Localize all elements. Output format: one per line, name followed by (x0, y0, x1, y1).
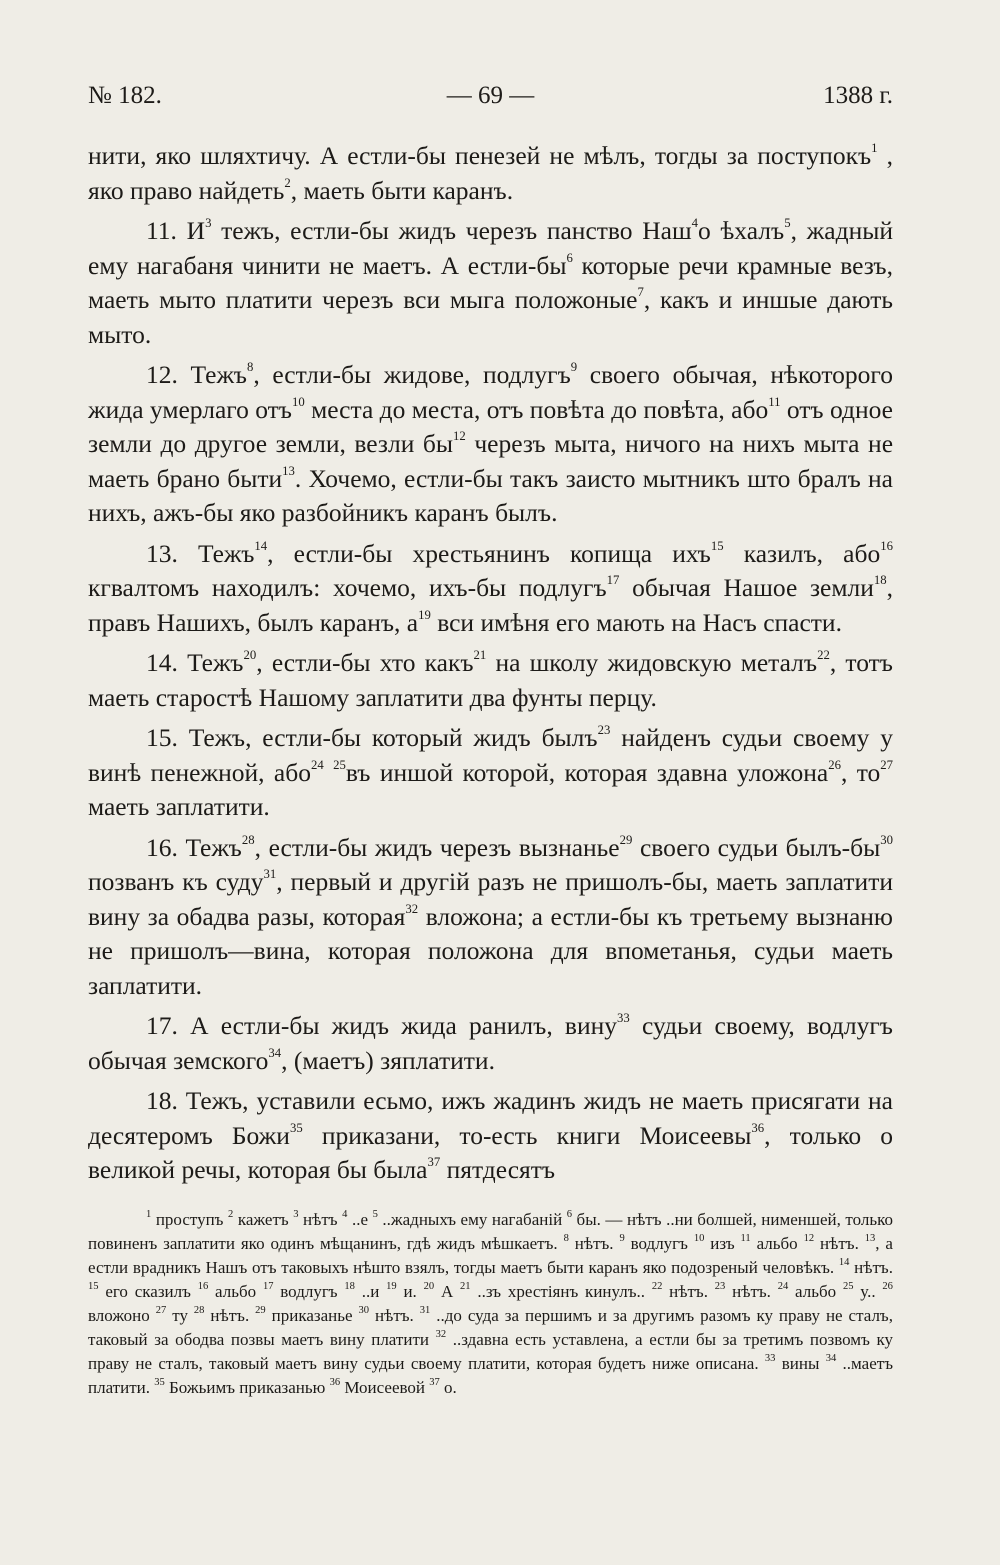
text-run: приказанье (265, 1306, 359, 1325)
footnote-marker: 8 (563, 1233, 569, 1245)
text-run: о. (439, 1378, 457, 1397)
footnote-marker: 26 (882, 1281, 893, 1293)
text-run: , а естли врадникъ Нашъ отъ таковыхъ нѣшто взялъ, тогды маетъ быти каранъ яко подозреный человѣкъ. (88, 1234, 893, 1277)
text-run: 11. И (146, 216, 206, 245)
footnote-marker: 29 (619, 832, 633, 847)
article-paragraph (88, 721, 893, 825)
text-run: о ѣхалъ (698, 216, 785, 245)
text-run: позванъ къ суду (88, 867, 264, 896)
text-run: своего обычая, нѣкоторого жида умерлаго отъ (88, 360, 893, 424)
footnote-marker: 4 (691, 215, 698, 230)
footnote-marker: 31 (419, 1305, 431, 1317)
text-run: , первый и другiй разъ не пришолъ-бы, маеть заплатити вину за обадва разы, которая (88, 867, 893, 931)
footnote-marker: 13 (864, 1233, 876, 1245)
footnote-marker: 15 (710, 538, 724, 553)
text-run: кгвалтомъ находилъ: хочемо, ихъ-бы подлугъ (88, 573, 607, 602)
text-run: нити, яко шляхтичу. А естли-бы пенезей не мѣлъ, тогды за поступокъ (88, 141, 872, 170)
text-run: нѣтъ. (568, 1234, 620, 1253)
text-run: обычая Нашое земли (619, 573, 874, 602)
text-run: , тотъ маеть старостѣ Нашому заплатити два фунты перцу. (88, 648, 893, 712)
footnote-marker: 37 (427, 1154, 441, 1169)
text-run: и. (396, 1282, 424, 1301)
footnote-marker: 6 (566, 1209, 572, 1221)
footnote-marker: 1 (146, 1209, 152, 1221)
footnote-marker: 5 (784, 215, 791, 230)
footnote-marker: 18 (873, 572, 887, 587)
text-run: своего судьи былъ-бы (632, 832, 881, 862)
document-year: 1388 г. (823, 82, 893, 109)
footnote-marker: 34 (268, 1045, 282, 1060)
footnote-marker: 11 (768, 394, 781, 409)
footnote-marker: 6 (566, 250, 573, 265)
text-run: вложоно (88, 1306, 156, 1325)
text-run: тежъ, естли-бы жидъ черезъ панство Наш (211, 216, 692, 245)
footnote-marker: 28 (241, 832, 255, 847)
footnote-marker: 31 (263, 866, 277, 881)
footnote-marker: 15 (88, 1281, 99, 1293)
text-run: у.. (853, 1282, 883, 1301)
text-run: ..и (354, 1282, 387, 1301)
text-run: вложона; а естли-бы къ третьему вызнаню не пришолъ—вина, которая положона для впометанья, судьи маеть заплатити. (88, 901, 893, 1000)
footnote-marker: 17 (606, 572, 620, 587)
article-paragraph (88, 537, 893, 641)
footnotes (88, 1208, 893, 1400)
footnote-marker: 9 (570, 359, 578, 374)
footnote-marker: 1 (871, 140, 878, 155)
footnote-marker: 35 (289, 1120, 303, 1135)
footnote-marker: 27 (155, 1305, 167, 1317)
footnote-marker: 22 (651, 1281, 663, 1293)
footnote-marker: 12 (803, 1233, 815, 1245)
footnote-marker: 11 (740, 1233, 751, 1245)
continued-paragraph (88, 139, 893, 208)
text-run: бы. — нѣтъ ..ни болшей, нименшей, только повиненъ заплатити яко одинъ мѣщанинъ, гдѣ жидъ мѣшкаетъ. (88, 1210, 893, 1253)
text-run: водлугъ (624, 1234, 694, 1253)
text-run: , какъ и иншые дають мыто. (88, 285, 894, 349)
page-number: — 69 — (446, 82, 535, 109)
text-run: 17. А естли-бы жидъ жида ранилъ, вину (146, 1011, 617, 1040)
text-run: 12. Тежъ (146, 360, 247, 389)
text-run: отъ одное земли до другое земли, везли бы (88, 394, 893, 458)
footnote-marker: 4 (342, 1209, 348, 1221)
footnote-marker: 23 (714, 1281, 726, 1293)
footnote-marker: 3 (293, 1209, 299, 1221)
text-run: ..жадныхъ ему нагабанiй (377, 1210, 567, 1229)
text-run: ..до суда за першимъ и за другимъ разомъ ку праву не сталъ, таковый за ободва позвы маетъ вину платити (88, 1306, 893, 1349)
footnote-marker: 21 (460, 1281, 471, 1293)
document-number: № 182. (88, 82, 162, 109)
footnote-marker: 21 (473, 647, 487, 662)
text-run: вины (775, 1354, 826, 1373)
text-run: , маеть быти каранъ. (290, 175, 514, 205)
text-run: найденъ судьи своему у винѣ пенежной, або (88, 723, 894, 787)
footnote-marker: 12 (453, 428, 466, 443)
footnote-marker: 30 (880, 832, 893, 847)
footnote-marker: 25 (333, 757, 346, 772)
footnote-marker: 36 (751, 1120, 765, 1135)
text-run: ту (166, 1306, 194, 1325)
text-run: проступъ (151, 1210, 229, 1229)
text-run: альбо (788, 1282, 843, 1301)
footnote-marker: 14 (254, 538, 268, 553)
text-run: нѣтъ. (204, 1306, 256, 1325)
footnote-marker: 16 (880, 538, 893, 553)
footnote-marker: 20 (243, 647, 257, 662)
footnote-marker: 10 (693, 1233, 705, 1245)
text-run: 13. Тежъ (146, 538, 255, 568)
footnote-marker: 18 (344, 1281, 355, 1293)
text-run: на школу жидовскую металъ (486, 648, 818, 677)
article-paragraph (88, 1009, 893, 1078)
footnote-marker: 27 (880, 757, 894, 772)
text-run: А (434, 1282, 461, 1301)
text-run: нѣтъ. (725, 1282, 778, 1301)
text-run: места до места, отъ повѣта до повѣта, або (304, 394, 769, 424)
text-run: 18. Тежъ, уставили есьмо, ижъ жадинъ жидъ не маеть присягати на десятеромъ Божи (88, 1086, 893, 1150)
article-paragraph (88, 646, 893, 715)
text-run: изъ (704, 1234, 741, 1253)
text-run: , естли-бы хрестьянинъ копища ихъ (267, 538, 711, 568)
footnote-marker: 32 (405, 901, 419, 916)
text-run: , яко право найдеть (88, 141, 893, 205)
text-run: кажетъ (233, 1210, 294, 1229)
text-run: маеть заплатити. (88, 792, 270, 821)
footnote-marker: 9 (619, 1233, 625, 1245)
text-run: . Хочемо, естли-бы такъ заисто мытникъ што бралъ на нихъ, ажъ-бы яко разбойникъ каранъ былъ. (88, 463, 893, 527)
footnote-marker: 20 (423, 1281, 435, 1293)
text-run: , правъ Нашихъ, былъ каранъ, а (88, 573, 893, 637)
footnote-marker: 22 (817, 647, 830, 662)
footnote-marker: 30 (358, 1305, 370, 1317)
main-text (88, 139, 893, 1194)
text-run: нѣтъ (298, 1210, 343, 1229)
text-run: , (маетъ) зяплатити. (281, 1045, 495, 1075)
article-paragraph (88, 831, 893, 1004)
footnote-marker: 34 (825, 1353, 837, 1365)
text-run: въ иншой которой, которая здавна уложона (345, 757, 829, 787)
footnote-marker: 10 (291, 394, 305, 409)
footnote-marker: 25 (842, 1281, 854, 1293)
text-run: судьи своему, водлугъ обычая земского (88, 1011, 893, 1075)
text-run: , только о великой речы, которая бы была (88, 1120, 893, 1184)
text-run: пятдесятъ (440, 1155, 556, 1184)
article-paragraph (88, 1084, 893, 1188)
text-run: нѣтъ. (814, 1234, 865, 1253)
text-run: , естли-бы жидъ черезъ вызнанье (254, 832, 620, 862)
footnote-marker: 23 (597, 722, 611, 737)
footnote-marker: 19 (386, 1281, 397, 1293)
text-run: ..е (347, 1210, 373, 1229)
footnote-marker: 2 (284, 175, 291, 190)
footnote-marker: 35 (154, 1377, 165, 1389)
footnote-marker: 14 (838, 1257, 850, 1269)
text-run: ..зъ хрестiянъ кинулъ.. (470, 1282, 652, 1301)
text-run: альбо (208, 1282, 263, 1301)
footnote-marker: 33 (764, 1353, 776, 1365)
footnote-marker: 32 (435, 1329, 447, 1341)
text-run: водлугъ (273, 1282, 345, 1301)
text-run: нѣтъ. (662, 1282, 715, 1301)
running-header (88, 78, 893, 114)
text-run: , естли-бы жидове, подлугъ (253, 360, 571, 389)
footnote-marker: 28 (193, 1305, 205, 1317)
footnote-marker: 16 (197, 1281, 209, 1293)
article-paragraph (88, 214, 893, 352)
text-run: ..маетъ платити. (88, 1354, 893, 1397)
text-run: приказани, то-есть книги Моисеевы (302, 1120, 752, 1150)
footnote-marker: 13 (282, 463, 295, 478)
footnote-marker: 3 (205, 215, 212, 230)
text-run: нѣтъ. (369, 1306, 420, 1325)
footnote-marker: 5 (372, 1209, 378, 1221)
footnote-marker: 24 (310, 757, 324, 772)
text-run: 16. Тежъ (146, 832, 242, 862)
text-run: , естли-бы хто какъ (256, 648, 474, 677)
footnote-marker: 7 (637, 284, 644, 299)
text-run: , жадный ему нагабаня чинити не маетъ. А естли-бы (88, 216, 893, 280)
text-run: которые речи крамные везъ, маеть мыто платити черезъ вси мыга положоные (88, 250, 893, 314)
text-run (324, 758, 333, 787)
text-run: черезъ мыта, ничого на нихъ мыта не маеть брано быти (88, 429, 894, 493)
footnote-marker: 33 (617, 1010, 630, 1025)
text-run: его сказилъ (98, 1282, 198, 1301)
text-run: вси имѣня его мають на Насъ спасти. (430, 607, 842, 637)
text-run: нѣтъ. (849, 1258, 893, 1277)
text-run: 15. Тежъ, естли-бы который жидъ былъ (146, 723, 598, 752)
footnote-marker: 24 (777, 1281, 789, 1293)
footnote-marker: 2 (228, 1209, 234, 1221)
text-run: 14. Тежъ (146, 648, 244, 677)
text-run: альбо (750, 1234, 804, 1253)
footnote-marker: 29 (255, 1305, 266, 1317)
footnote-marker: 8 (246, 359, 254, 374)
text-run: Божьимъ приказанью (164, 1378, 330, 1397)
footnote-marker: 26 (828, 757, 841, 772)
footnote-marker: 17 (262, 1281, 274, 1293)
footnote-marker: 37 (429, 1377, 440, 1389)
article-paragraph (88, 358, 893, 531)
text-run: , то (840, 757, 881, 787)
footnote-marker: 36 (329, 1377, 341, 1389)
text-run: Моисеевой (340, 1378, 430, 1397)
footnote-marker: 19 (418, 607, 431, 622)
text-run: ..здавна есть уставлена, а естли бы за третимъ позвомъ ку праву не сталъ, таковый маетъ вину судьи своему платити, которая будетъ ниже описана. (88, 1330, 893, 1373)
text-run: казилъ, або (723, 538, 881, 568)
